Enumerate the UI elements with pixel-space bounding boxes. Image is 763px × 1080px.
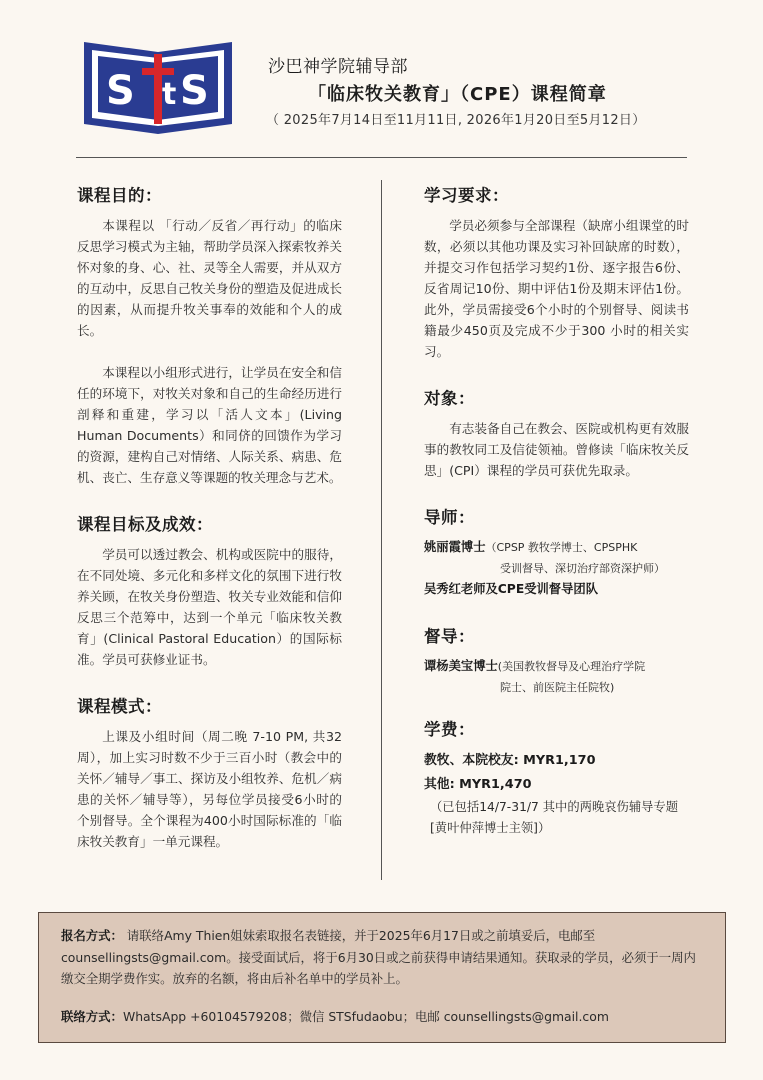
header-divider [76,157,687,158]
left-column [77,185,342,852]
right-column [424,185,689,839]
course-purpose-text-1: 本课程以 「行动／反省／再行动」的临床反思学习模式为主轴，帮助学员深入探索牧养关怀对象的身、心、社、灵等全人需要，并从双方的互动中，反思自己牧关身份的塑造及促进成长的因素，从而提升牧关事奉的效能和个人的成长。 [77,218,342,338]
audience-text: 有志装备自己在教会、医院或机构更有效服事的教牧同工及信徒领袖。曾修读「临床牧关反思」(CPI）课程的学员可获优先取录。 [424,421,689,478]
audience-heading: 对象： [424,389,475,408]
mentor-2-name: 吴秀红老师及CPE受训督导团队 [424,582,599,596]
course-purpose-text-2: 本课程以小组形式进行，让学员在安全和信任的环境下，对牧关对象和自己的生命经历进行剖释和重建，学习以「活人文本」(Living Human Documents）和同侪的回馈作为学习的资源，建构自己对情绪、人际关系、病患、危机、丧亡、生存意义等课题的牧关理念与艺术。 [77,365,342,485]
mentor-1 [424,537,689,579]
course-purpose-heading: 课程目的： [77,186,162,205]
contact-info [61,1006,703,1028]
mentor-1-desc-1: （CPSP 教牧学博士、CPSPHK [485,541,638,554]
contact-text: WhatsApp +60104579208；微信 STSfudaobu；电邮 counsellingsts@gmail.com [122,1008,609,1024]
column-divider [381,180,382,880]
course-dates: （ 2025年7月14日至11月11日, 2026年1月20日至5月12日） [266,113,646,128]
course-goals-text: 学员可以透过教会、机构或医院中的服待，在不同处境、多元化和多样文化的氛围下进行牧养关顾，在牧关身份塑造、牧关专业效能和信仰反思三个范筹中，达到一个单元「临床牧关教育」(Clinical Pastoral Education）的国际标准。学员可获修业证书。 [77,547,342,667]
supervisor-heading: 督导： [424,627,475,646]
registration-text: 请联络Amy Thien姐妹索取报名表链接，并于2025年6月17日或之前填妥后，电邮至counsellingsts@gmail.com。接受面试后，将于6月30日或之前获得申请结果通知。获取录的学员，必须于一周内缴交全期学费作实。放弃的名额，将由后补名单中的学员补上。 [61,928,696,986]
fee-others: 其他: MYR1,470 [424,777,532,792]
course-goals-heading: 课程目标及成效： [77,515,213,534]
mentor-1-desc-2: 受训督导、深切治疗部资深护师） [500,562,665,575]
registration-box [38,912,726,1043]
registration-label: 报名方式： [61,928,123,943]
sts-logo [82,38,234,138]
org-name: 沙巴神学院辅导部 [268,57,408,77]
contact-label: 联络方式： [61,1008,123,1024]
requirements-heading: 学习要求： [424,186,509,205]
course-mode-text: 上课及小组时间（周二晚 7-10 PM, 共32周），加上实习时数不少于三百小时（教会中的关怀／辅导／事工、探访及小组牧养、危机／病患的关怀／辅导等），另每位学员接受6小时的个别督导。全个课程为400小时国际标准的「临床牧关教育」一单元课程。 [77,729,342,849]
svg-text:S: S [106,68,135,114]
fee-heading: 学费： [424,720,475,739]
supervisor-desc-2: 院士、前医院主任院牧) [500,681,615,694]
header [0,0,763,160]
course-mode-heading: 课程模式： [77,697,162,716]
requirements-text: 学员必须参与全部课程（缺席小组课堂的时数，必须以其他功课及实习补回缺席的时数），并提交习作包括学习契约1份、逐字报告6份、反省周记10份、期中评估1份及期末评估1份。此外，学员需接受6个小时的个别督导、阅读书籍最少450页及完成不少于300 小时的相关实习。 [424,218,689,359]
svg-text:S: S [180,68,209,114]
supervisor [424,656,689,698]
registration-info [61,925,703,990]
mentor-1-name: 姚丽霞博士 [424,540,486,554]
supervisor-name: 谭杨美宝博士 [424,659,498,673]
mentor-heading: 导师： [424,508,475,527]
page-title: 「临床牧关教育」（CPE）课程简章 [308,84,607,105]
supervisor-desc-1: (美国教牧督导及心理治疗学院 [497,660,646,673]
mentor-2 [424,579,689,600]
fee-note: （已包括14/7-31/7 其中的两晚哀伤辅导专题 [黄叶仲萍博士主领]） [430,800,679,835]
svg-text:t: t [162,77,177,112]
fee-alumni: 教牧、本院校友: MYR1,170 [424,753,596,768]
